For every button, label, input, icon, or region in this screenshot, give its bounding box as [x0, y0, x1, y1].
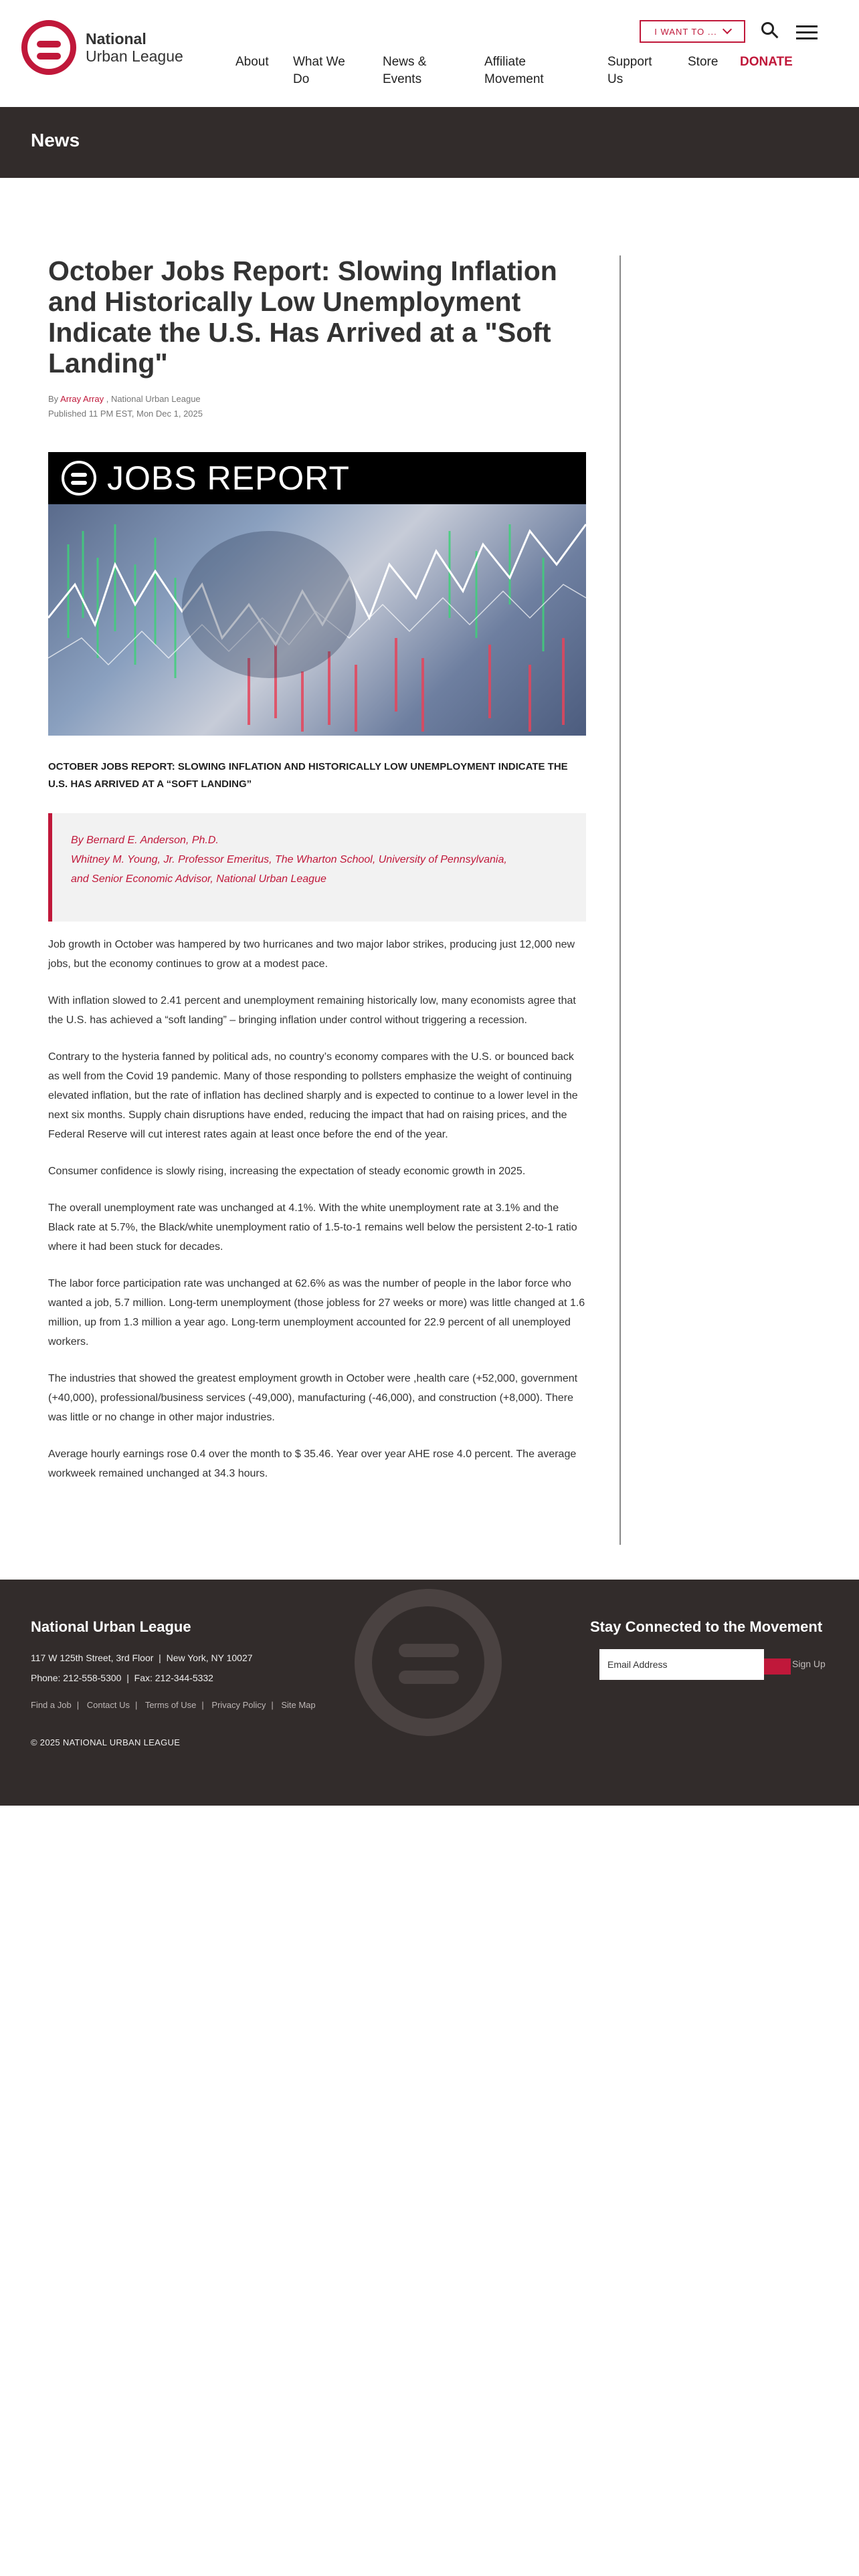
search-icon[interactable]	[761, 22, 779, 39]
newsletter-email-input[interactable]	[599, 1649, 764, 1680]
paragraph: The labor force participation rate was unchanged at 62.6% as was the number of people in the labor force who wanted a job, 5.7 million. Long-term unemployment (those jobless for 27 weeks or more) was little changed at 1.6 million, up from 1.3 million a year ago. Long-term unemployment accounted for 22.9 percent of all unemployed workers.	[48, 1278, 585, 1348]
footer-link-contact-us[interactable]: Contact Us	[86, 1700, 130, 1710]
chevron-down-icon	[723, 25, 732, 34]
nav-item-what-we-do[interactable]: What We Do	[293, 55, 345, 86]
published-date: Published 11 PM EST, Mon Dec 1, 2025	[48, 409, 203, 419]
logo-line-1: National	[86, 30, 147, 47]
hero-title: JOBS REPORT	[107, 459, 350, 497]
footer-title: National Urban League	[31, 1618, 191, 1635]
author-link[interactable]: Array Array	[60, 394, 104, 404]
donate-button[interactable]: DONATE	[740, 55, 793, 69]
paragraph: Consumer confidence is slowly rising, increasing the expectation of steady economic growth in 2025.	[48, 1166, 526, 1177]
author-blockquote	[48, 813, 586, 922]
footer-address: 117 W 125th Street, 3rd Floor | New York, NY 10027 Phone: 212-558-5300 | Fax: 212-344-5332	[31, 1652, 253, 1683]
footer-watermark-logo-icon	[355, 1589, 502, 1736]
site-logo[interactable]	[21, 20, 183, 75]
article-title: October Jobs Report: Slowing Inflation and Historically Low Unemployment Indicate the U.S. Has Arrived at a "Soft Landing"	[48, 255, 557, 379]
section-banner	[0, 107, 859, 178]
urban-league-logo-icon	[62, 461, 96, 496]
quote-line-2: Whitney M. Young, Jr. Professor Emeritus, The Wharton School, University of Pennsylvania,	[71, 854, 507, 865]
paragraph: Average hourly earnings rose 0.4 over the month to $ 35.46. Year over year AHE rose 4.0 percent. The average workweek remained unchanged at 34.3 hours.	[48, 1448, 577, 1479]
logo-wordmark	[86, 30, 183, 65]
footer-link-privacy-policy[interactable]: Privacy Policy	[211, 1700, 266, 1710]
by-prefix: By	[48, 394, 59, 404]
article-body	[48, 935, 586, 1483]
sign-up-button[interactable]	[764, 1658, 791, 1675]
nav-item-news-events[interactable]: News & Events	[383, 55, 427, 86]
sign-up-label[interactable]: Sign Up	[792, 1658, 826, 1669]
paragraph: With inflation slowed to 2.41 percent and unemployment remaining historically low, many economists agree that the U.S. has achieved a “soft landing” – bringing inflation under control without triggering a recession.	[48, 995, 576, 1026]
phone: Phone: 212-558-5300	[31, 1673, 122, 1683]
hero-header	[48, 452, 586, 504]
i-want-to-dropdown[interactable]	[640, 20, 745, 43]
site-footer	[0, 1580, 859, 1806]
paragraph: The industries that showed the greatest employment growth in October were ,health care (+52,000, government (+40,000), professional/business services (-49,000), manufacturing (-46,000), and construction (+8,000). There was little or no change in other major industries.	[48, 1373, 578, 1423]
nav-item-store[interactable]: Store	[688, 55, 719, 69]
article	[48, 255, 586, 1483]
fax: Fax: 212-344-5332	[134, 1673, 213, 1683]
hamburger-menu-icon[interactable]	[796, 25, 818, 40]
nav-item-affiliate-movement[interactable]: Affiliate Movement	[484, 55, 544, 86]
newsletter-heading: Stay Connected to the Movement	[590, 1618, 823, 1635]
quote-line-3: and Senior Economic Advisor, National Urban League	[71, 873, 326, 885]
paragraph: Contrary to the hysteria fanned by political ads, no country’s economy compares with the U.S. or bounced back as well from the Covid 19 pandemic. Many of those responding to pollsters emphasize the weight of continuing elevated inflation, but the rate of inflation has declined sharply and is expected to continue to a lower level in the next six months. Supply chain disruptions have ended, reducing the impact that had on raising prices, and the Federal Reserve will cut interest rates again at least once before the end of the year.	[48, 1051, 578, 1140]
footer-link-terms-of-use[interactable]: Terms of Use	[145, 1700, 197, 1710]
i-want-to-label: I WANT TO ...	[654, 26, 717, 37]
address-street: 117 W 125th Street, 3rd Floor	[31, 1652, 154, 1663]
site-header	[0, 0, 859, 107]
section-title: News	[31, 130, 80, 150]
market-chart-illustration	[48, 504, 586, 736]
footer-link-find-a-job[interactable]: Find a Job	[31, 1700, 72, 1710]
footer-links: Find a Job | Contact Us | Terms of Use | Privacy Policy | Site Map	[31, 1700, 316, 1710]
nav-item-about[interactable]: About	[235, 55, 269, 69]
copyright: © 2025 NATIONAL URBAN LEAGUE	[31, 1737, 181, 1747]
paragraph: The overall unemployment rate was unchanged at 4.1%. With the white unemployment rate at 3.1% and the Black rate at 5.7%, the Black/white unemployment ratio of 1.5-to-1 remains well below the persistent 2-to-1 ratio where it had been stuck for decades.	[48, 1202, 577, 1253]
footer-link-site-map[interactable]: Site Map	[281, 1700, 316, 1710]
article-summary: OCTOBER JOBS REPORT: SLOWING INFLATION AND HISTORICALLY LOW UNEMPLOYMENT INDICATE THE U.S. HAS ARRIVED AT A “SOFT LANDING”	[48, 761, 568, 790]
urban-league-logo-icon	[21, 20, 76, 75]
stock-chart-photo	[48, 504, 586, 736]
sidebar-divider	[619, 255, 621, 1545]
nav-item-support-us[interactable]: Support Us	[607, 55, 652, 86]
quote-line-1: By Bernard E. Anderson, Ph.D.	[71, 835, 219, 846]
paragraph: Job growth in October was hampered by two hurricanes and two major labor strikes, producing just 12,000 new jobs, but the economy continues to grow at a modest pace.	[48, 939, 575, 970]
address-city: New York, NY 10027	[166, 1652, 253, 1663]
logo-line-2: Urban League	[86, 47, 183, 65]
author-org: , National Urban League	[106, 394, 201, 404]
byline	[48, 392, 586, 421]
hero-image	[48, 452, 586, 736]
